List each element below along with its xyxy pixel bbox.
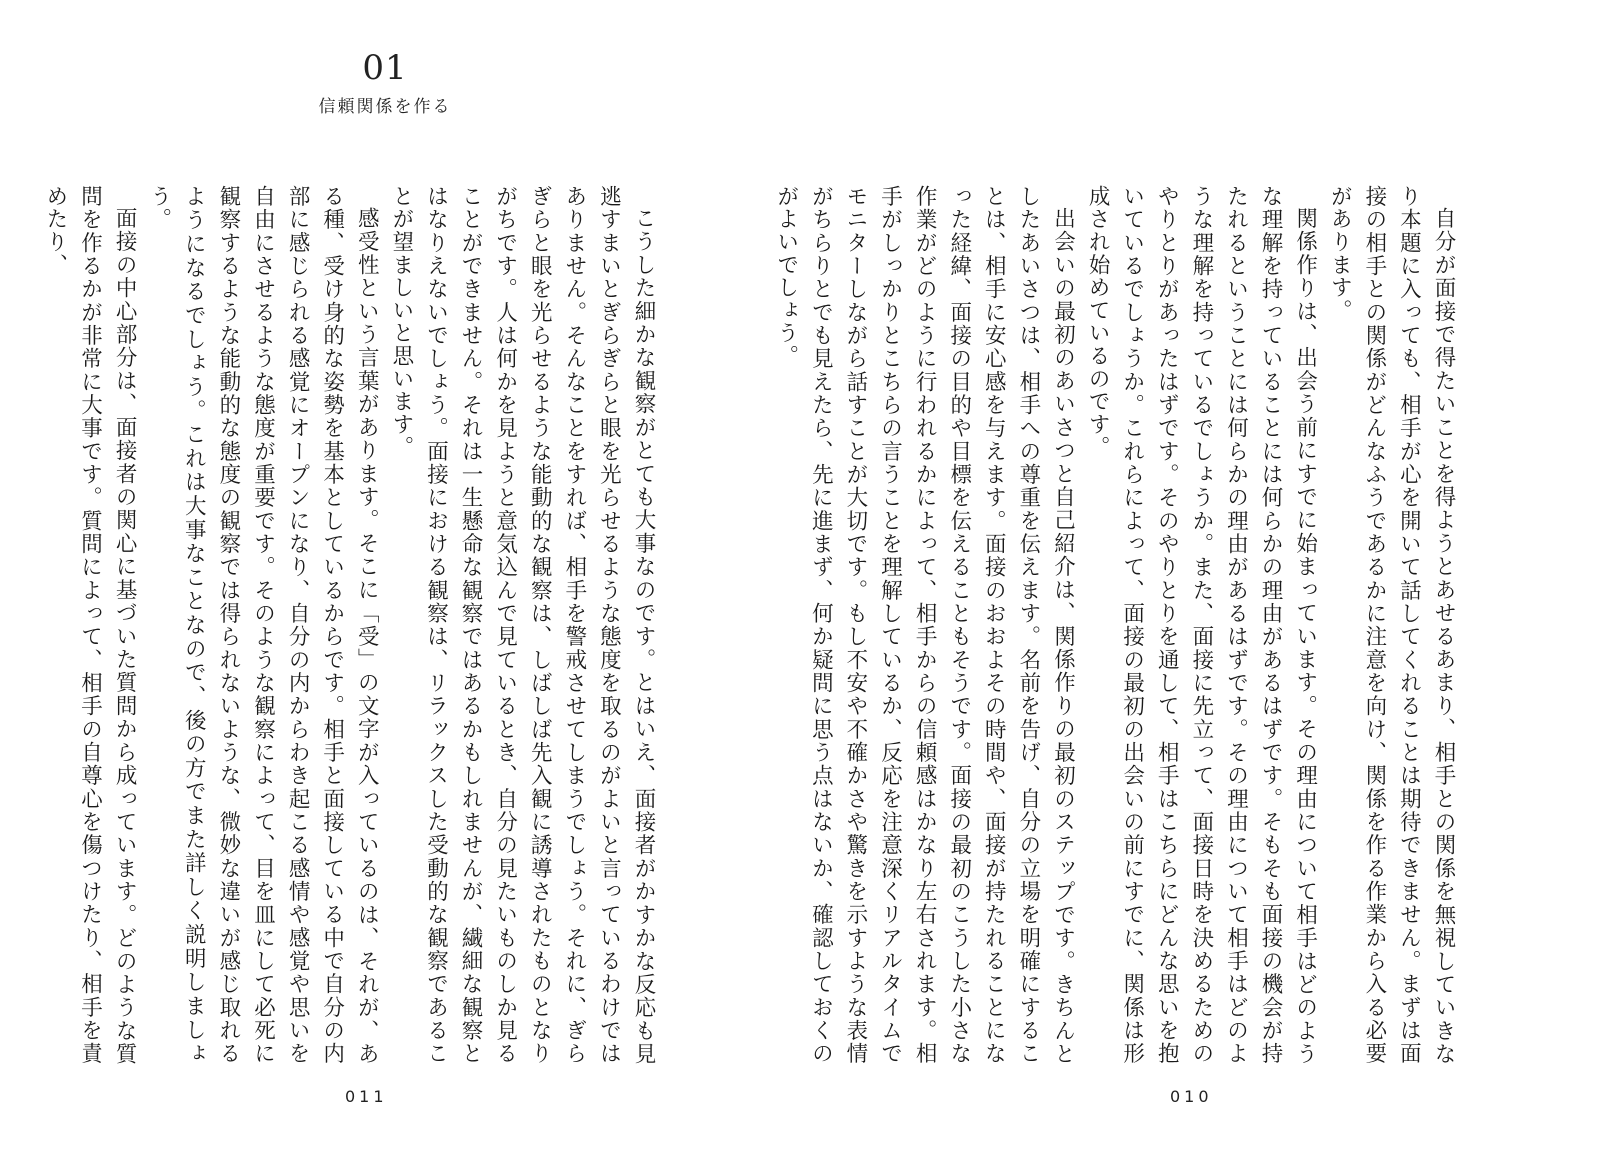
paragraph: 関係作りは、出会う前にすでに始まっています。その理由について相手はどのような理解を持っていることには何らかの理由があるはずです。そもそも面接の機会が持たれるということには何らかの理由があるはずです。その理由について相手はどのような理解を持っているでしょうか。また、面接に先立って、面接日時を決めるためのやりとりがあったはずです。そのやりとりを通して、相手はこちらにどんな思いを抱いているでしょうか。これらによって、面接の最初の出会いの前にすでに、関係は形成され始めているのです。 xyxy=(1085,185,1318,1065)
paragraph: 自分が面接で得たいことを得ようとあせるあまり、相手との関係を無視していきなり本題に入っても、相手が心を開いて話してくれることは期待できません。まずは面接の相手との関係がどんなふうであるかに注意を向け、関係を作る作業から入る必要があります。 xyxy=(1327,185,1456,1065)
right-page xyxy=(773,0,1600,1175)
left-page-body xyxy=(42,185,660,1065)
page-number: 011 xyxy=(345,1087,388,1106)
paragraph: こうした細かな観察がとても大事なのです。とはいえ、面接者がかすかな反応も見逃すまいとぎらぎらと眼を光らせるような態度を取るのがよいと言っているわけではありません。そんなことをすれば、相手を警戒させてしまうでしょう。それに、ぎらぎらと眼を光らせるような能動的な観察は、しばしば先入観に誘導されたものとなりがちです。人は何かを見ようと意気込んで見ているとき、自分の見たいものしか見ることができません。それは一生懸命な観察ではあるかもしれませんが、繊細な観察とはなりえないでしょう。面接における観察は、リラックスした受動的な観察であることが望ましいと思います。 xyxy=(388,185,656,1065)
paragraph: 出会いの最初のあいさつと自己紹介は、関係作りの最初のステップです。きちんとしたあいさつは、相手への尊重を伝えます。名前を告げ、自分の立場を明確にすることは、相手に安心感を与えます。面接のおおよその時間や、面接が持たれることになった経緯、面接の目的や目標を伝えることもそうです。面接の最初のこうした小さな作業がどのように行われるかによって、相手からの信頼感はかなり左右されます。相手がしっかりとこちらの言うことを理解しているか、反応を注意深くリアルタイムでモニターしながら話すことが大切です。もし不安や不確かさや驚きを示すような表情がちらりとでも見えたら、先に進まず、何か疑問に思う点はないか、確認しておくのがよいでしょう。 xyxy=(773,185,1076,1065)
chapter-title: 信頼関係を作る xyxy=(318,97,452,117)
paragraph: 感受性という言葉があります。そこに「受」の文字が入っているのは、それが、ある種、受け身的な姿勢を基本としているからです。相手と面接している中で自分の内部に感じられる感覚にオープンになり、自分の内からわき起こる感情や感覚や思いを自由にさせるような態度が重要です。そのような観察によって、目を皿にして必死に観察するような能動的な態度の観察では得られないような、微妙な違いが感じ取れるようになるでしょう。これは大事なことなので、後の方でまた詳しく説明しましょう。 xyxy=(146,185,380,1065)
page-number: 010 xyxy=(1170,1087,1213,1106)
paragraph: 面接の中心部分は、面接者の関心に基づいた質問から成っています。どのような質問を作るかが非常に大事です。質問によって、相手の自尊心を傷つけたり、相手を責めたり、 xyxy=(42,185,138,1065)
chapter-number: 01 xyxy=(362,48,408,88)
right-page-body xyxy=(773,185,1460,1065)
